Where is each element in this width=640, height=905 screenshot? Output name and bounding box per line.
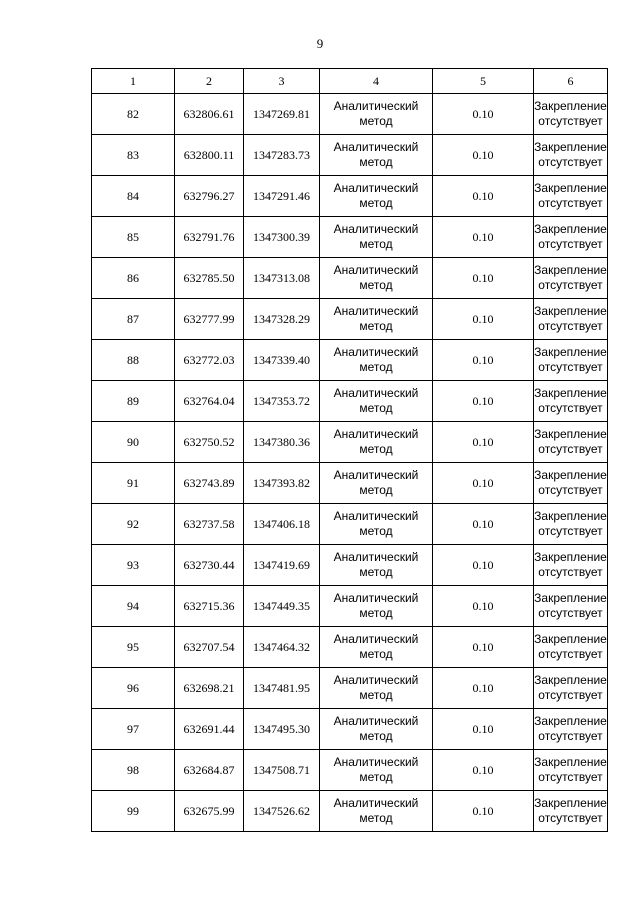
column-header: 5 — [433, 69, 534, 94]
table-row — [92, 299, 608, 340]
column-header: 4 — [320, 69, 433, 94]
fixation-line-1: Закрепление — [534, 181, 607, 195]
coordinate-x: 632777.99 — [175, 299, 244, 340]
coordinate-y: 1347380.36 — [244, 422, 320, 463]
accuracy-value: 0.10 — [433, 135, 534, 176]
coordinate-x: 632675.99 — [175, 791, 244, 832]
point-number: 98 — [92, 750, 175, 791]
point-number: 87 — [92, 299, 175, 340]
fixation-cell — [534, 709, 608, 750]
method-line-1: Аналитический — [333, 468, 419, 482]
method-cell — [320, 94, 433, 135]
table-row — [92, 135, 608, 176]
coordinate-y: 1347339.40 — [244, 340, 320, 381]
accuracy-value: 0.10 — [433, 586, 534, 627]
accuracy-value: 0.10 — [433, 668, 534, 709]
method-line-2: метод — [359, 729, 393, 743]
fixation-cell — [534, 586, 608, 627]
point-number: 90 — [92, 422, 175, 463]
coordinate-x: 632707.54 — [175, 627, 244, 668]
fixation-line-2: отсутствует — [538, 360, 603, 374]
method-line-1: Аналитический — [333, 755, 419, 769]
table-row — [92, 422, 608, 463]
point-number: 85 — [92, 217, 175, 258]
point-number: 99 — [92, 791, 175, 832]
fixation-cell — [534, 422, 608, 463]
fixation-line-1: Закрепление — [534, 755, 607, 769]
fixation-line-2: отсутствует — [538, 770, 603, 784]
method-cell — [320, 258, 433, 299]
method-cell — [320, 545, 433, 586]
coordinate-x: 632785.50 — [175, 258, 244, 299]
column-header: 1 — [92, 69, 175, 94]
table-row — [92, 668, 608, 709]
point-number: 89 — [92, 381, 175, 422]
coordinate-x: 632764.04 — [175, 381, 244, 422]
table-row — [92, 627, 608, 668]
method-line-1: Аналитический — [333, 345, 419, 359]
coordinate-y: 1347283.73 — [244, 135, 320, 176]
method-cell — [320, 299, 433, 340]
table-row — [92, 709, 608, 750]
coordinate-y: 1347508.71 — [244, 750, 320, 791]
method-line-2: метод — [359, 688, 393, 702]
method-line-2: метод — [359, 770, 393, 784]
fixation-cell — [534, 176, 608, 217]
accuracy-value: 0.10 — [433, 217, 534, 258]
accuracy-value: 0.10 — [433, 422, 534, 463]
table-row — [92, 504, 608, 545]
method-line-2: метод — [359, 360, 393, 374]
method-line-1: Аналитический — [333, 591, 419, 605]
accuracy-value: 0.10 — [433, 463, 534, 504]
accuracy-value: 0.10 — [433, 176, 534, 217]
coordinate-x: 632750.52 — [175, 422, 244, 463]
method-cell — [320, 668, 433, 709]
method-line-1: Аналитический — [333, 304, 419, 318]
method-cell — [320, 586, 433, 627]
fixation-cell — [534, 750, 608, 791]
fixation-cell — [534, 791, 608, 832]
fixation-line-2: отсутствует — [538, 565, 603, 579]
fixation-line-2: отсутствует — [538, 811, 603, 825]
point-number: 97 — [92, 709, 175, 750]
column-header: 6 — [534, 69, 608, 94]
method-line-1: Аналитический — [333, 181, 419, 195]
page-number: 9 — [316, 36, 324, 51]
fixation-line-2: отсутствует — [538, 401, 603, 415]
accuracy-value: 0.10 — [433, 381, 534, 422]
coordinate-y: 1347495.30 — [244, 709, 320, 750]
coordinate-x: 632800.11 — [175, 135, 244, 176]
method-line-2: метод — [359, 483, 393, 497]
coordinate-x: 632698.21 — [175, 668, 244, 709]
coordinate-x: 632772.03 — [175, 340, 244, 381]
method-line-2: метод — [359, 278, 393, 292]
fixation-cell — [534, 627, 608, 668]
fixation-line-1: Закрепление — [534, 304, 607, 318]
fixation-cell — [534, 381, 608, 422]
method-line-2: метод — [359, 237, 393, 251]
coordinate-x: 632806.61 — [175, 94, 244, 135]
method-cell — [320, 135, 433, 176]
method-line-2: метод — [359, 524, 393, 538]
column-header: 2 — [175, 69, 244, 94]
coordinate-y: 1347449.35 — [244, 586, 320, 627]
coordinate-x: 632715.36 — [175, 586, 244, 627]
fixation-line-2: отсутствует — [538, 196, 603, 210]
fixation-line-1: Закрепление — [534, 550, 607, 564]
method-line-1: Аналитический — [333, 796, 419, 810]
method-line-2: метод — [359, 319, 393, 333]
fixation-line-2: отсутствует — [538, 483, 603, 497]
point-number: 95 — [92, 627, 175, 668]
method-cell — [320, 709, 433, 750]
coordinate-y: 1347313.08 — [244, 258, 320, 299]
coordinate-x: 632737.58 — [175, 504, 244, 545]
point-number: 93 — [92, 545, 175, 586]
method-line-1: Аналитический — [333, 99, 419, 113]
method-line-2: метод — [359, 155, 393, 169]
coordinate-y: 1347419.69 — [244, 545, 320, 586]
fixation-cell — [534, 135, 608, 176]
method-line-1: Аналитический — [333, 427, 419, 441]
method-cell — [320, 381, 433, 422]
method-line-2: метод — [359, 401, 393, 415]
table-row — [92, 463, 608, 504]
fixation-cell — [534, 463, 608, 504]
method-cell — [320, 176, 433, 217]
method-line-2: метод — [359, 647, 393, 661]
method-line-1: Аналитический — [333, 550, 419, 564]
table-row — [92, 176, 608, 217]
method-cell — [320, 627, 433, 668]
method-cell — [320, 791, 433, 832]
fixation-line-1: Закрепление — [534, 632, 607, 646]
method-line-2: метод — [359, 442, 393, 456]
method-cell — [320, 217, 433, 258]
coordinate-y: 1347464.32 — [244, 627, 320, 668]
coordinate-x: 632691.44 — [175, 709, 244, 750]
method-line-1: Аналитический — [333, 222, 419, 236]
fixation-line-2: отсутствует — [538, 155, 603, 169]
method-line-2: метод — [359, 811, 393, 825]
point-number: 86 — [92, 258, 175, 299]
point-number: 92 — [92, 504, 175, 545]
method-line-1: Аналитический — [333, 632, 419, 646]
method-line-2: метод — [359, 565, 393, 579]
method-line-2: метод — [359, 606, 393, 620]
table-row — [92, 791, 608, 832]
accuracy-value: 0.10 — [433, 340, 534, 381]
coordinate-y: 1347269.81 — [244, 94, 320, 135]
fixation-cell — [534, 504, 608, 545]
coordinate-y: 1347406.18 — [244, 504, 320, 545]
fixation-line-1: Закрепление — [534, 345, 607, 359]
header-row — [92, 69, 608, 94]
fixation-cell — [534, 94, 608, 135]
method-line-1: Аналитический — [333, 509, 419, 523]
accuracy-value: 0.10 — [433, 791, 534, 832]
fixation-line-1: Закрепление — [534, 673, 607, 687]
fixation-line-1: Закрепление — [534, 99, 607, 113]
column-header: 3 — [244, 69, 320, 94]
fixation-line-2: отсутствует — [538, 278, 603, 292]
fixation-line-1: Закрепление — [534, 222, 607, 236]
table-body — [92, 94, 608, 832]
fixation-line-2: отсутствует — [538, 114, 603, 128]
method-line-1: Аналитический — [333, 386, 419, 400]
point-number: 83 — [92, 135, 175, 176]
fixation-line-1: Закрепление — [534, 468, 607, 482]
coordinate-y: 1347393.82 — [244, 463, 320, 504]
fixation-line-2: отсутствует — [538, 524, 603, 538]
coordinate-y: 1347526.62 — [244, 791, 320, 832]
fixation-line-1: Закрепление — [534, 140, 607, 154]
fixation-cell — [534, 217, 608, 258]
fixation-line-1: Закрепление — [534, 427, 607, 441]
accuracy-value: 0.10 — [433, 299, 534, 340]
method-cell — [320, 422, 433, 463]
method-line-1: Аналитический — [333, 263, 419, 277]
fixation-line-1: Закрепление — [534, 386, 607, 400]
table-row — [92, 340, 608, 381]
coordinate-y: 1347291.46 — [244, 176, 320, 217]
table-row — [92, 258, 608, 299]
coordinate-y: 1347300.39 — [244, 217, 320, 258]
table-row — [92, 217, 608, 258]
fixation-line-2: отсутствует — [538, 647, 603, 661]
coordinate-x: 632730.44 — [175, 545, 244, 586]
accuracy-value: 0.10 — [433, 258, 534, 299]
table-row — [92, 586, 608, 627]
point-number: 82 — [92, 94, 175, 135]
fixation-line-2: отсутствует — [538, 688, 603, 702]
accuracy-value: 0.10 — [433, 750, 534, 791]
coordinate-y: 1347353.72 — [244, 381, 320, 422]
table-row — [92, 94, 608, 135]
fixation-line-2: отсутствует — [538, 729, 603, 743]
method-line-1: Аналитический — [333, 140, 419, 154]
coordinate-y: 1347328.29 — [244, 299, 320, 340]
coordinate-x: 632684.87 — [175, 750, 244, 791]
accuracy-value: 0.10 — [433, 94, 534, 135]
table-row — [92, 381, 608, 422]
accuracy-value: 0.10 — [433, 504, 534, 545]
coordinate-x: 632791.76 — [175, 217, 244, 258]
coordinate-x: 632796.27 — [175, 176, 244, 217]
table-row — [92, 545, 608, 586]
method-line-1: Аналитический — [333, 673, 419, 687]
fixation-line-2: отсутствует — [538, 237, 603, 251]
fixation-cell — [534, 258, 608, 299]
method-line-2: метод — [359, 196, 393, 210]
accuracy-value: 0.10 — [433, 545, 534, 586]
point-number: 88 — [92, 340, 175, 381]
method-line-2: метод — [359, 114, 393, 128]
fixation-line-1: Закрепление — [534, 263, 607, 277]
method-cell — [320, 504, 433, 545]
fixation-cell — [534, 668, 608, 709]
fixation-line-1: Закрепление — [534, 591, 607, 605]
method-cell — [320, 750, 433, 791]
fixation-cell — [534, 340, 608, 381]
method-cell — [320, 340, 433, 381]
fixation-line-2: отсутствует — [538, 606, 603, 620]
fixation-line-2: отсутствует — [538, 442, 603, 456]
method-line-1: Аналитический — [333, 714, 419, 728]
fixation-cell — [534, 545, 608, 586]
accuracy-value: 0.10 — [433, 709, 534, 750]
point-number: 94 — [92, 586, 175, 627]
coordinate-x: 632743.89 — [175, 463, 244, 504]
coordinates-table — [91, 68, 608, 832]
point-number: 84 — [92, 176, 175, 217]
point-number: 96 — [92, 668, 175, 709]
fixation-line-1: Закрепление — [534, 796, 607, 810]
fixation-cell — [534, 299, 608, 340]
fixation-line-1: Закрепление — [534, 509, 607, 523]
point-number: 91 — [92, 463, 175, 504]
method-cell — [320, 463, 433, 504]
accuracy-value: 0.10 — [433, 627, 534, 668]
table-row — [92, 750, 608, 791]
coordinate-y: 1347481.95 — [244, 668, 320, 709]
fixation-line-2: отсутствует — [538, 319, 603, 333]
fixation-line-1: Закрепление — [534, 714, 607, 728]
